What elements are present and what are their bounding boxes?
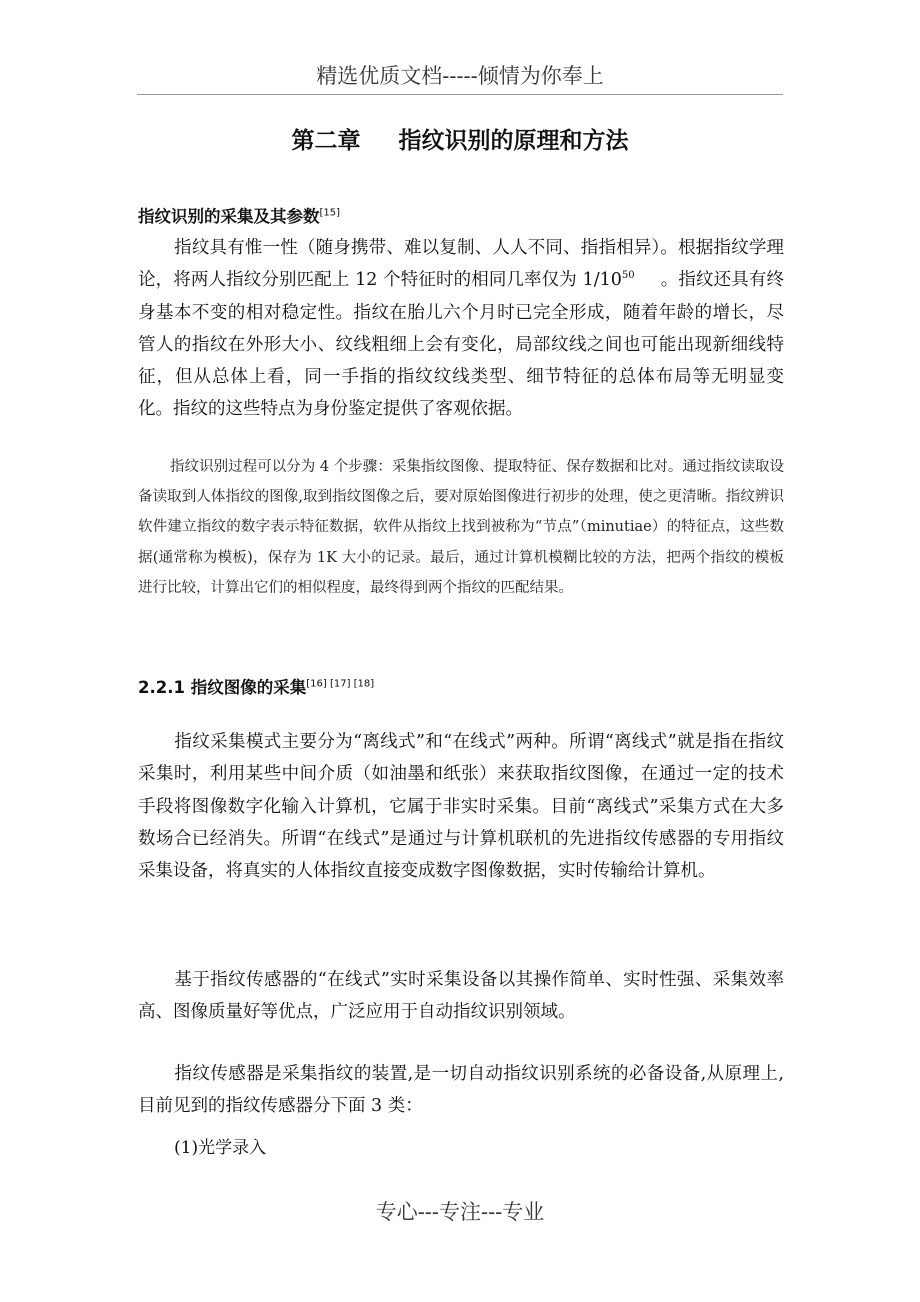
page-footer: 专心---专注---专业 <box>375 1200 545 1224</box>
paragraph-text: 指纹具有惟一性（随身携带、难以复制、人人不同、指指相异）。根据指纹学理论，将两人指纹分别匹配上 12 个特征时的相同几率仅为 1/10 <box>138 238 784 291</box>
header-divider <box>137 94 783 95</box>
paragraph-text: 。指纹还具有终身基本不变的相对稳定性。指纹在胎儿六个月时已完全形成，随着年龄的增长，尽管人的指纹在外形大小、纹线粗细上会有变化，局部纹线之间也可能出现新细线特征，但从总体上看，同一手指的指纹纹线类型、细节特征的总体布局等无明显变化。指纹的这些特点为身份鉴定提供了客观依据。 <box>138 270 784 420</box>
section-heading-collection <box>138 203 340 227</box>
paragraph-text: 基于指纹传感器的“在线式”实时采集设备以其操作简单、实时性强、采集效率高、图像质量好等优点，广泛应用于自动指纹识别领域。 <box>138 970 784 1023</box>
exponent: 50 <box>621 270 635 282</box>
paragraph-online-devices <box>138 964 784 1029</box>
paragraph-sensors <box>138 1058 784 1123</box>
paragraph-steps <box>138 452 784 603</box>
chapter-number: 第二章 <box>291 128 361 154</box>
page-header: 精选优质文档-----倾情为你奉上 <box>316 64 604 88</box>
chapter-title <box>0 122 920 155</box>
paragraph-capture-modes <box>138 726 784 887</box>
paragraph-uniqueness <box>138 232 784 426</box>
reference-mark: [15] <box>319 207 341 219</box>
section-heading-image-capture <box>138 674 374 698</box>
chapter-name: 指纹识别的原理和方法 <box>398 128 629 154</box>
paragraph-text: 指纹采集模式主要分为“离线式”和“在线式”两种。所谓“离线式”就是指在指纹采集时，利用某些中间介质（如油墨和纸张）来获取指纹图像，在通过一定的技术手段将图像数字化输入计算机，它属于非实时采集。目前“离线式”采集方式在大多数场合已经消失。所谓“在线式”是通过与计算机联机的先进指纹传感器的专用指纹采集设备，将真实的人体指纹直接变成数字图像数据，实时传输给计算机。 <box>138 732 784 882</box>
reference-marks: [16] [17] [18] <box>306 678 375 690</box>
section-heading-text: 指纹识别的采集及其参数 <box>138 207 320 226</box>
paragraph-text: 指纹识别过程可以分为 4 个步骤：采集指纹图像、提取特征、保存数据和比对。通过指纹读取设备读取到人体指纹的图像,取到指纹图像之后，要对原始图像进行初步的处理，使之更清晰。指纹辨识软件建立指纹的数字表示特征数据，软件从指纹上找到被称为“节点”（minutiae）的特征点，这些数据(通常称为模板)，保存为 1K 大小的记录。最后，通过计算机模糊比较的方法，把两个指纹的模板进行比较，计算出它们的相似程度，最终得到两个指纹的匹配结果。 <box>138 459 784 596</box>
list-item-optical: (1)光学录入 <box>174 1138 267 1158</box>
section-heading-text: 2.2.1 指纹图像的采集 <box>138 678 307 697</box>
paragraph-text: 指纹传感器是采集指纹的装置,是一切自动指纹识别系统的必备设备,从原理上,目前见到的指纹传感器分下面 3 类： <box>138 1064 784 1117</box>
